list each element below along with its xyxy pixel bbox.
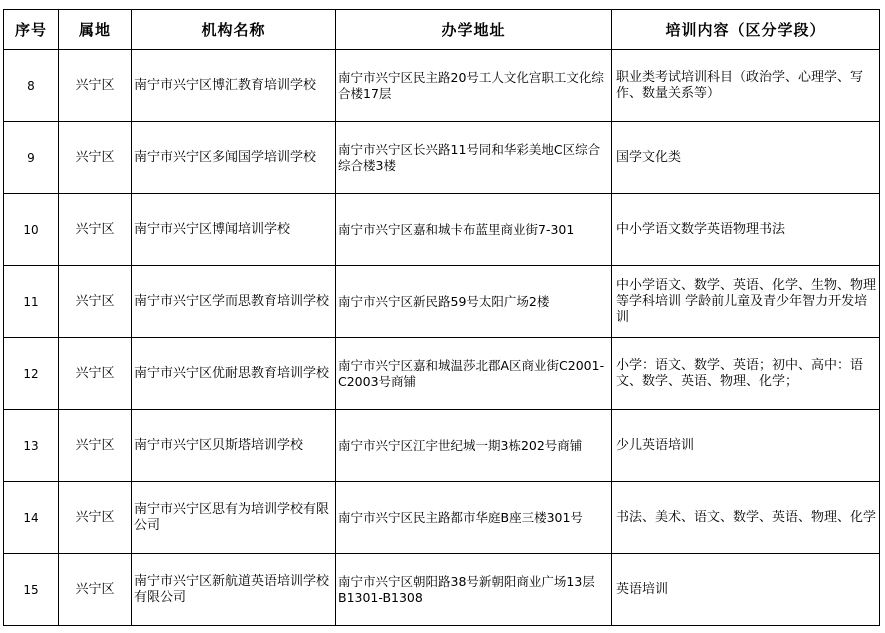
cell-content: 书法、美术、语文、数学、英语、物理、化学 <box>612 482 880 554</box>
cell-region: 兴宁区 <box>59 194 132 266</box>
cell-name: 南宁市兴宁区多闻国学培训学校 <box>132 122 336 194</box>
table-row <box>4 482 880 554</box>
cell-content: 少儿英语培训 <box>612 410 880 482</box>
cell-seq: 13 <box>4 410 59 482</box>
cell-address: 南宁市兴宁区民主路都市华庭B座三楼301号 <box>336 482 612 554</box>
cell-region: 兴宁区 <box>59 410 132 482</box>
table-row <box>4 122 880 194</box>
cell-name: 南宁市兴宁区博闻培训学校 <box>132 194 336 266</box>
cell-region: 兴宁区 <box>59 338 132 410</box>
cell-seq: 9 <box>4 122 59 194</box>
header-content: 培训内容（区分学段） <box>612 10 880 50</box>
cell-region: 兴宁区 <box>59 50 132 122</box>
cell-name: 南宁市兴宁区博汇教育培训学校 <box>132 50 336 122</box>
table-row <box>4 410 880 482</box>
table-row <box>4 554 880 626</box>
cell-seq: 8 <box>4 50 59 122</box>
cell-seq: 10 <box>4 194 59 266</box>
header-name: 机构名称 <box>132 10 336 50</box>
cell-seq: 15 <box>4 554 59 626</box>
cell-region: 兴宁区 <box>59 482 132 554</box>
cell-address: 南宁市兴宁区嘉和城温莎北郡A区商业街C2001-C2003号商铺 <box>336 338 612 410</box>
cell-content: 国学文化类 <box>612 122 880 194</box>
institution-table <box>3 9 880 626</box>
cell-region: 兴宁区 <box>59 554 132 626</box>
cell-content: 中小学语文、数学、英语、化学、生物、物理等学科培训 学龄前儿童及青少年智力开发培训 <box>612 266 880 338</box>
cell-content: 英语培训 <box>612 554 880 626</box>
table-row <box>4 194 880 266</box>
cell-address: 南宁市兴宁区民主路20号工人文化宫职工文化综合楼17层 <box>336 50 612 122</box>
header-region: 属地 <box>59 10 132 50</box>
cell-content: 小学：语文、数学、英语；初中、高中：语文、数学、英语、物理、化学； <box>612 338 880 410</box>
cell-address: 南宁市兴宁区江宇世纪城一期3栋202号商铺 <box>336 410 612 482</box>
cell-name: 南宁市兴宁区学而思教育培训学校 <box>132 266 336 338</box>
cell-address: 南宁市兴宁区长兴路11号同和华彩美地C区综合综合楼3楼 <box>336 122 612 194</box>
header-address: 办学地址 <box>336 10 612 50</box>
table-row <box>4 266 880 338</box>
table-row <box>4 50 880 122</box>
cell-address: 南宁市兴宁区嘉和城卡布蓝里商业街7-301 <box>336 194 612 266</box>
cell-region: 兴宁区 <box>59 266 132 338</box>
cell-address: 南宁市兴宁区朝阳路38号新朝阳商业广场13层B1301-B1308 <box>336 554 612 626</box>
cell-seq: 12 <box>4 338 59 410</box>
cell-seq: 14 <box>4 482 59 554</box>
cell-content: 职业类考试培训科目（政治学、心理学、写作、数量关系等） <box>612 50 880 122</box>
cell-name: 南宁市兴宁区优耐思教育培训学校 <box>132 338 336 410</box>
table-header-row <box>4 10 880 50</box>
cell-seq: 11 <box>4 266 59 338</box>
cell-region: 兴宁区 <box>59 122 132 194</box>
cell-address: 南宁市兴宁区新民路59号太阳广场2楼 <box>336 266 612 338</box>
cell-name: 南宁市兴宁区新航道英语培训学校有限公司 <box>132 554 336 626</box>
cell-name: 南宁市兴宁区思有为培训学校有限公司 <box>132 482 336 554</box>
cell-name: 南宁市兴宁区贝斯塔培训学校 <box>132 410 336 482</box>
cell-content: 中小学语文数学英语物理书法 <box>612 194 880 266</box>
header-seq: 序号 <box>4 10 59 50</box>
table-row <box>4 338 880 410</box>
